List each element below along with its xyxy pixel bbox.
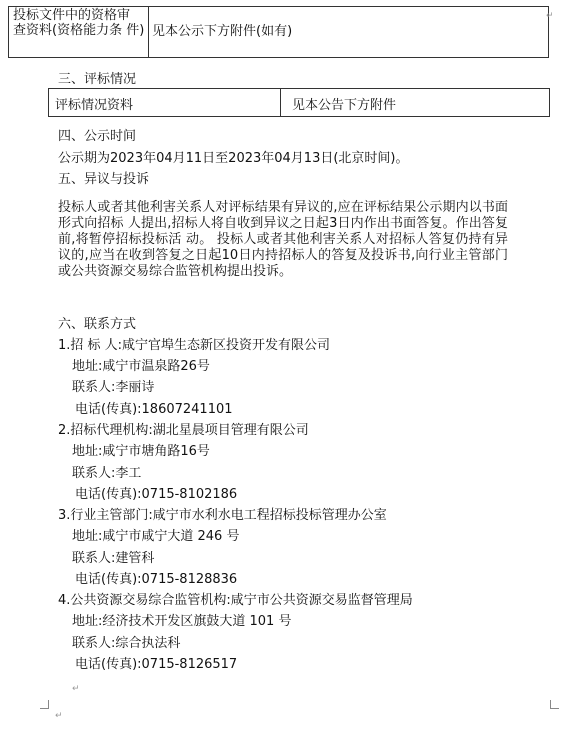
section6-heading: 六、联系方式 [58,317,137,332]
section5-heading: 五、异议与投诉 [58,172,150,187]
qualification-table-divider [148,6,149,57]
paragraph-mark-icon: ↵ [546,11,554,21]
evaluation-table-value: 见本公告下方附件 [292,98,397,113]
contact-3-address: 地址:咸宁市咸宁大道 246 号 [72,529,240,544]
contact-4-title: 4.公共资源交易综合监管机构:咸宁市公共资源交易监督管理局 [58,593,413,608]
contact-2-phone: 电话(传真):0715-8102186 [75,487,238,502]
contact-4-address: 地址:经济技术开发区旗鼓大道 101 号 [72,614,292,629]
contact-3-person: 联系人:建管科 [72,551,155,566]
page-corner-mark [40,700,49,709]
qualification-table-value: 见本公示下方附件(如有) [152,24,293,39]
section3-heading: 三、评标情况 [58,72,137,87]
contact-1-title: 1.招 标 人:咸宁官埠生态新区投资开发有限公司 [58,338,331,353]
contact-4-person: 联系人:综合执法科 [72,636,181,651]
evaluation-table-divider [280,88,281,116]
contact-1-person: 联系人:李丽诗 [72,380,155,395]
contact-3-phone: 电话(传真):0715-8128836 [75,572,238,587]
contact-4-phone: 电话(传真):0715-8126517 [75,657,238,672]
contact-2-title: 2.招标代理机构:湖北星晨项目管理有限公司 [58,423,309,438]
evaluation-table-label: 评标情况资料 [55,98,134,113]
qualification-table-label: 投标文件中的资格审 查资料(资格能力条 件) [13,8,145,38]
page-corner-mark [550,700,559,709]
section4-heading: 四、公示时间 [58,129,137,144]
paragraph-mark-icon: ↵ [55,711,63,721]
contact-1-address: 地址:咸宁市温泉路26号 [72,359,210,374]
publicity-period-text: 公示期为2023年04月11日至2023年04月13日(北京时间)。 [58,151,409,166]
contact-2-address: 地址:咸宁市塘角路16号 [72,444,210,459]
objection-paragraph: 投标人或者其他利害关系人对评标结果有异议的,应在评标结果公示期内以书面形式向招标 人提出,招标人将自收到异议之日起3日内作出书面答复。作出答复前,将暂停招标投标活 动。 投标人或者其他利害关系人对招标人答复仍持有异议的,应当在收到答复之日起10日内持招标人的答复及投诉书,向行业主管部门或公共资源交易综合监管机构提出投诉。 [58,200,508,279]
contact-1-phone: 电话(传真):18607241101 [75,402,233,417]
paragraph-mark-icon: ↵ [72,684,80,694]
contact-3-title: 3.行业主管部门:咸宁市水利水电工程招标投标管理办公室 [58,508,387,523]
contact-2-person: 联系人:李工 [72,466,142,481]
